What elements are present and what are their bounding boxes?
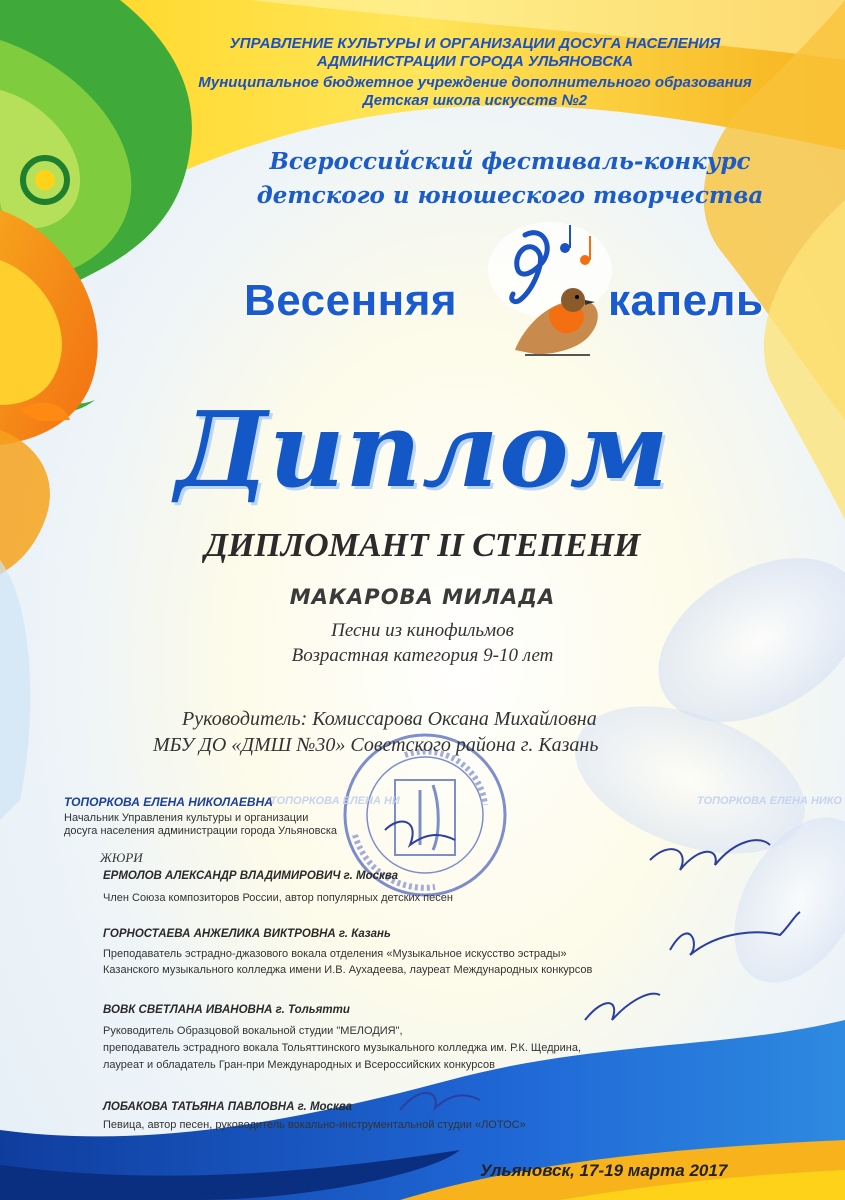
jury-member-3-desc-3: лауреат и обладатель Гран-при Международных и Всероссийских конкурсов <box>103 1059 495 1071</box>
logo-word-spring: Весенняя <box>244 276 458 325</box>
recipient-name: МАКАРОВА МИЛАДА <box>289 585 556 609</box>
jury-member-2-name: ГОРНОСТАЕВА АНЖЕЛИКА ВИКТРОВНА г. Казань <box>103 928 391 940</box>
leader: Руководитель: Комиссарова Оксана Михайловна <box>182 708 597 730</box>
place-date: Ульяновск, 17-19 марта 2017 <box>480 1161 728 1180</box>
chair-position-2: досуга населения администрации города Ульяновска <box>64 825 337 837</box>
header-line-4: Детская школа искусств №2 <box>362 92 588 109</box>
jury-member-4-name: ЛОБАКОВА ТАТЬЯНА ПАВЛОВНА г. Москва <box>103 1101 352 1113</box>
chair-ghost-left: ТОПОРКОВА ЕЛЕНА НИ <box>270 795 400 807</box>
chair-position-1: Начальник Управления культуры и организации <box>64 812 309 824</box>
nomination: Песни из кинофильмов <box>331 620 514 641</box>
festival-line-1: Всероссийский фестиваль-конкурс <box>269 148 751 175</box>
festival-line-2: детского и юношеского творчества <box>256 182 764 209</box>
jury-member-3-name: ВОВК СВЕТЛАНА ИВАНОВНА г. Тольятти <box>103 1004 350 1016</box>
logo-word-drops: капель <box>608 276 764 325</box>
signature-vovk <box>585 994 660 1020</box>
music-bird-logo <box>488 222 612 355</box>
jury-member-3-desc-2: преподаватель эстрадного вокала Тольяттинского музыкального колледжа им. Р.К. Щедрина, <box>103 1042 582 1054</box>
jury-member-3-desc-1: Руководитель Образцовой вокальной студии "МЕЛОДИЯ", <box>103 1025 403 1037</box>
jury-member-2-desc-2: Казанского музыкального колледжа имени И.В. Аухадеева, лауреат Международных конкурсов <box>103 964 593 976</box>
diploma-title: Диплом <box>175 388 670 511</box>
school: МБУ ДО «ДМШ №30» Советского района г. Казань <box>153 734 599 756</box>
header-line-3: Муниципальное бюджетное учреждение дополнительного образования <box>198 74 752 91</box>
jury-member-1-desc: Член Союза композиторов России, автор популярных детских песен <box>103 892 453 904</box>
chair-ghost-right: ТОПОРКОВА ЕЛЕНА НИКО <box>697 795 842 807</box>
chair-name: ТОПОРКОВА ЕЛЕНА НИКОЛАЕВНА <box>64 795 273 809</box>
header-line-1: УПРАВЛЕНИЕ КУЛЬТУРЫ И ОРГАНИЗАЦИИ ДОСУГА НАСЕЛЕНИЯ <box>229 35 721 52</box>
jury-member-4-desc: Певица, автор песен, руководитель вокально-инструментальной студии «ЛОТОС» <box>103 1119 526 1131</box>
jury-label: ЖЮРИ <box>100 850 143 865</box>
header-line-2: АДМИНИСТРАЦИИ ГОРОДА УЛЬЯНОВСКА <box>316 53 634 70</box>
degree-title: ДИПЛОМАНТ II СТЕПЕНИ <box>204 527 641 564</box>
age-category: Возрастная категория 9-10 лет <box>291 645 554 666</box>
jury-member-1-name: ЕРМОЛОВ АЛЕКСАНДР ВЛАДИМИРОВИЧ г. Москва <box>103 870 399 882</box>
jury-member-2-desc-1: Преподаватель эстрадно-джазового вокала отделения «Музыкальное искусство эстрады» <box>103 948 567 960</box>
